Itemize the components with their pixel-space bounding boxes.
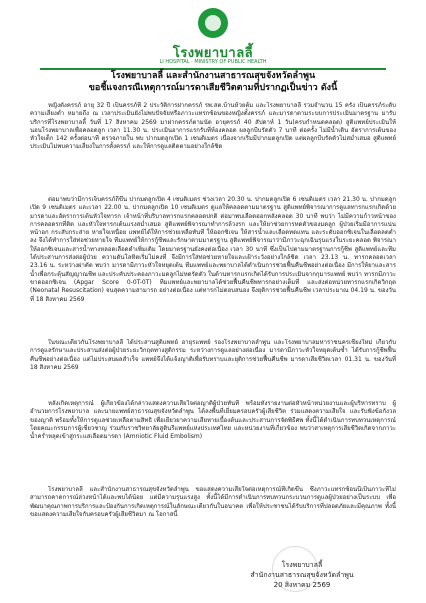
paragraph-3: ในขณะเดียวกันโรงพยาบาลลี้ ได้ประสานสูติแพทย์ อายุรแพทย์ รองโรงพยาบาลลำพูน และโรงพยาบาลมหาราชนครเชียงใหม่ เกี่ยวกับการดูแลรักษาและประสานส่งต่อผู้ป่วยระยะวิกฤตทางสูติกรรม ระหว่างการดูแลอย่างต่อเนื่อง มารดามีภาวะหัวใจหยุดเต้นซ้ำ ได้รับการกู้ชีพฟื้นคืนชีพอย่างต่อเนื่อง แต่ไม่ประสบผลสำเร็จ แพทย์จึงได้แจ้งญาติเพื่อรับทราบและยุติการช่วยฟื้นคืนชีพ มารดาเสียชีวิตเวลา 01.31 น. ของวันที่ 18 สิงหาคม 2569: [30, 339, 396, 371]
paragraph-2: ต่อมาพบว่ามีการเจ็บครรภ์ถี่ขึ้น ปากมดลูกเปิด 4 เซนติเมตร ช่วงเวลา 20.30 น. ปากมดลูกเปิด 6 เซนติเมตร เวลา 21.30 น. ปากมดลูกเปิด 9 เซนติเมตร และเวลา 22.00 น. ปากมดลูกเปิด 10 เซนติเมตร ดูแลให้คลอดตามมาตรฐาน สูติแพทย์พิจารณาการดูแลทารกแรกเกิดด้วยมารดาและอัตราการเต้นหัวใจทารก เจ้าหน้าที่บริบาลทารกแรกคลอดปกติ ต่อมาพบเลือดออกหลังคลอด 30 นาที พบว่า ไม่มีความก้าวหน้าของการคลอดรกที่ติด และหัวใจทารกเต้นแรงสม่ำเสมอ สูติแพทย์พิจารณาทำการล้วงรก และให้ยาช่วยการหดตัวของมดลูก ผู้ป่วยเริ่มมีอาการแน่นหน้าอก กระสับกระส่าย หายใจเหนื่อย แพทย์ได้ให้การช่วยเหลือทันที ให้ออกซิเจน ให้สารน้ำและเลือดทดแทน และระดับออกซิเจนในเลือดลดต่ำลง จึงได้ทำการใส่ท่อช่วยหายใจ ทีมแพทย์ให้การกู้ชีพและรักษาตามมาตรฐาน สูติแพทย์พิจารณาว่ามีภาวะฉุกเฉินรุนแรงในระยะคลอด พิจารณาให้ออกซิเจนและสารน้ำทางหลอดเลือดดำเพิ่มเติม โดยมาตรฐานยังคงต่อเนื่อง เวลา 30 นาที ซึ่งเป็นไปตามมาตรฐานการกู้ชีพ สูติแพทย์และทีมได้ประสานการส่งต่อผู้ป่วย ความดันโลหิตเริ่มไม่คงที่ จึงมีการใส่ท่อช่วยหายใจและเฝ้าระวังอย่างใกล้ชิด เวลา 23.13 น. ทารกคลอดเวลา 23.16 น. ระหว่างผ่าตัด พบว่า มารดามีภาวะหัวใจหยุดเต้น ทีมแพทย์และพยาบาลได้ดำเนินการช่วยฟื้นคืนชีพอย่างต่อเนื่อง มีการให้ยาและสารน้ำเพื่อกระตุ้นสัญญาณชีพ และประคับประคองภาวะมดลูกไม่หดรัดตัว ในด้านทารกแรกเกิดได้รับการประเมินจากกุมารแพทย์ พบว่า ทารกมีภาวะขาดออกซิเจน (Apgar Score 0-0T-0T) ทีมแพทย์และพยาบาลได้ช่วยฟื้นคืนชีพทารกอย่างเต็มที่ และส่งต่อหน่วยทารกแรกเกิดวิกฤต (Neonatal Resuscitation) จนสุดความสามารถ อย่างต่อเนื่อง แต่ทารกไม่ตอบสนอง จึงยุติการช่วยฟื้นคืนชีพ เวลาประมาณ 04.19 น. ของวันที่ 18 สิงหาคม 2569: [30, 196, 396, 303]
letterhead: [0, 8, 426, 68]
signature-org-1: โรงพยาบาลลี้: [281, 561, 323, 569]
statement-body: [30, 102, 396, 539]
paragraph-5: โรงพยาบาลลี้ และสำนักงานสาธารณสุขจังหวัดลำพูน ขอแสดงความเสียใจต่อเหตุการณ์ที่เกิดขึ้น ซึ่งภาวะแทรกซ้อนนี้เป็นภาวะที่ไม่สามารถคาดการณ์ล่วงหน้าได้และพบได้น้อย แต่มีความรุนแรงสูง ทั้งนี้ได้มีการดำเนินการทบทวนกระบวนการดูแลผู้ป่วยอย่างเป็นระบบ เพื่อพัฒนาคุณภาพการบริการและป้องกันการเกิดเหตุการณ์ในลักษณะเดียวกันในอนาคต เพื่อให้ประชาชนได้รับบริการที่ปลอดภัยและมีคุณภาพ ทั้งนี้ขอแสดงความเสียใจกับครอบครัวผู้เสียชีวิตมา ณ โอกาสนี้: [30, 486, 396, 518]
paragraph-4: หลังเกิดเหตุการณ์ ผู้เกี่ยวข้องได้กล่าวแสดงความเสียใจต่อญาติผู้ป่วยทันที พร้อมทั้งรายงานต่อหัวหน้าหน่วยงานและผู้บริหารทราบ ผู้อำนวยการโรงพยาบาล และนายแพทย์สาธารณสุขจังหวัดลำพูน ได้ลงพื้นที่เยี่ยมครอบครัวผู้เสียชีวิต ร่วมแสดงความเสียใจ และรับฟังข้อกังวลของญาติ พร้อมทั้งให้การดูแลช่วยเหลือตามสิทธิ เพื่อเยียวยาความเสียหายเบื้องต้นและประสานการจัดพิธีศพ ทั้งนี้ได้ดำเนินการทบทวนเหตุการณ์โดยคณะกรรมการผู้เชี่ยวชาญ ร่วมกับราชวิทยาลัยสูตินรีแพทย์แห่งประเทศไทย และหน่วยงานที่เกี่ยวข้อง พบว่าสาเหตุการเสียชีวิตเกิดจากภาวะน้ำคร่ำหลุดเข้าสู่กระแสเลือดมารดา (Amniotic Fluid Embolism): [30, 400, 396, 441]
signature-block: [222, 560, 382, 590]
statement-title: [0, 70, 426, 94]
hospital-subtitle: LI HOSPITAL · MINISTRY OF PUBLIC HEALTH: [159, 59, 267, 65]
signature-org-2: สำนักงานสาธารณสุขจังหวัดลำพูน: [250, 571, 354, 579]
title-line-2: ขอชี้แจงกรณีเหตุการณ์มารดาเสียชีวิตตามที่ปรากฏเป็นข่าว ดังนี้: [88, 83, 338, 93]
signature-date: 20 สิงหาคม 2569: [273, 581, 331, 589]
hospital-name: โรงพยาบาลลี้: [172, 46, 254, 61]
title-line-1: โรงพยาบาลลี้ และสำนักงานสาธารณสุขจังหวัดลำพูน: [110, 71, 316, 81]
hospital-logo-icon: [198, 8, 228, 38]
paragraph-1: หญิงตั้งครรภ์ อายุ 32 ปี เป็นครรภ์ที่ 2 ประวัติการฝากครรภ์ รพ.สต.บ้านห้วยต้ม และโรงพยาบาลลี้ รวมจำนวน 15 ครั้ง เป็นครรภ์ระดับความเสี่ยงต่ำ หมายถึง ณ เวลาประเมินยังไม่พบปัจจัยหรือภาวะแทรกซ้อนของหญิงตั้งครรภ์ และมารดาตามระบบการประเมินมาตรฐาน มารับบริการที่โรงพยาบาลลี้ วันที่ 17 สิงหาคม 2569 มาฝากครรภ์ตามนัด อายุครรภ์ 40 สัปดาห์ 1 วัน(ครบกำหนดคลอด) สูติแพทย์ประเมินให้นอนโรงพยาบาลเพื่อคลอดลูก เวลา 11.30 น. ประเมินอาการแรกรับที่ห้องคลอด ผลลูกบีบรัดตัว 7 นาที ต่อครั้ง ไม่มีน้ำเดิน อัตราการเต้นของหัวใจเด็ก 142 ครั้งต่อนาที ตรวจภายใน พบ ปากมดลูกเปิด 1 เซนติเมตร เนื่องจากเริ่มมีปากมดลูกเปิด แต่ผลลูกบีบรัดตัวไม่สม่ำเสมอ สูติแพทย์ประเมินไม่พบความเสี่ยงในการตั้งครรภ์ และให้การดูแลติดตามอย่างใกล้ชิด: [30, 102, 396, 151]
